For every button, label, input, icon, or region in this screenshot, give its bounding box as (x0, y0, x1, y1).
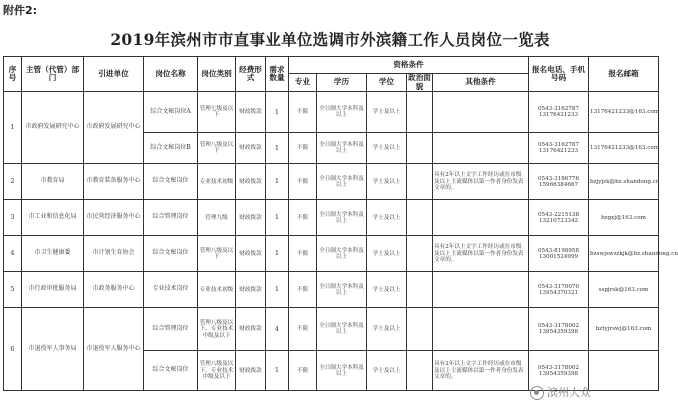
cell-seq: 4 (4, 236, 22, 272)
cell-count: 1 (266, 92, 289, 133)
cell-funding: 财政拨款 (236, 308, 266, 351)
cell-major: 不限 (289, 133, 317, 164)
cell-major: 不限 (289, 351, 317, 391)
cell-unit: 市民营经济服务中心 (84, 200, 144, 236)
cell-other (433, 92, 529, 133)
cell-phone: 0543-3162787 13176421233 (529, 133, 589, 164)
cell-count: 4 (266, 308, 289, 351)
cell-education: 全日制大学本科及以上 (317, 92, 367, 133)
header-political: 政治面貌 (408, 73, 431, 91)
cell-email: 13176421233@163.com (589, 92, 659, 133)
cell-degree: 学士及以上 (367, 236, 407, 272)
page-title: 2019年滨州市市直事业单位选调市外滨籍工作人员岗位一览表 (110, 30, 550, 49)
cell-seq: 5 (4, 272, 22, 308)
annex-label: 附件2: (3, 4, 38, 17)
cell-count: 1 (266, 133, 289, 164)
cell-funding: 财政拨款 (236, 200, 266, 236)
cell-major: 不限 (289, 92, 317, 133)
cell-phone: 0543-8198958 13001524999 (529, 236, 589, 272)
cell-email: bzswjswzzkjk@bz.shandong.cn (589, 236, 659, 272)
cell-major: 不限 (289, 308, 317, 351)
cell-other: 具有2年以上文字工作经历或在市级及以上主流媒体以第一作者身份发表文章的。 (433, 351, 529, 391)
cell-count: 1 (266, 236, 289, 272)
cell-education: 全日制大学本科及以上 (317, 200, 367, 236)
cell-post-name: 综合管理岗位 (144, 308, 198, 351)
table-row (4, 200, 659, 236)
cell-education: 全日制大学本科及以上 (317, 133, 367, 164)
cell-political (407, 272, 433, 308)
cell-unit: 市政务服务中心 (84, 272, 144, 308)
cell-phone: 0543-3162787 13176421233 (529, 92, 589, 133)
cell-major: 不限 (289, 200, 317, 236)
cell-political (407, 133, 433, 164)
header-other: 其他条件 (433, 74, 529, 92)
watermark (530, 384, 591, 400)
cell-email: 13176421233@163.com (589, 133, 659, 164)
cell-funding: 财政拨款 (236, 272, 266, 308)
cell-political (407, 164, 433, 200)
cell-major: 不限 (289, 272, 317, 308)
header-major: 专业 (289, 74, 317, 92)
cell-post-name: 综合文秘岗位A (144, 92, 198, 133)
cell-post-type: 管理八级及以下 (198, 133, 236, 164)
cell-funding: 财政拨款 (236, 92, 266, 133)
header-post-type: 岗位类别 (198, 57, 236, 92)
cell-major: 不限 (289, 236, 317, 272)
cell-degree: 学士及以上 (367, 308, 407, 351)
header-count: 需求数量 (266, 57, 289, 92)
table-row (4, 272, 659, 308)
cell-dept: 市行政审批服务局 (22, 272, 84, 308)
cell-dept: 市工业和信息化局 (22, 200, 84, 236)
cell-degree: 学士及以上 (367, 272, 407, 308)
header-seq: 序号 (4, 57, 22, 92)
cell-political (407, 351, 433, 391)
header-dept: 主管（代管）部门 (22, 57, 84, 92)
watermark-text: 滨州大众 (547, 386, 591, 399)
cell-degree: 学士及以上 (367, 351, 407, 391)
cell-other (433, 200, 529, 236)
table-body (4, 92, 678, 391)
cell-dept: 市卫生健康委 (22, 236, 84, 272)
cell-post-name: 综合文秘岗位 (144, 351, 198, 391)
cell-education: 全日制大学本科及以上 (317, 351, 367, 391)
cell-other: 具有2年以上文字工作经历或在市级及以上主流媒体以第一作者身份发表文章的。 (433, 236, 529, 272)
cell-phone: 0543-3170070 13954370321 (529, 272, 589, 308)
cell-count: 1 (266, 164, 289, 200)
cell-count: 1 (266, 200, 289, 236)
cell-funding: 财政拨款 (236, 236, 266, 272)
cell-post-type: 专业技术初级 (198, 272, 236, 308)
cell-unit: 市政府发展研究中心 (84, 92, 144, 164)
header-phone: 报名电话、手机号码 (529, 57, 589, 92)
cell-post-name: 专业技术岗位 (144, 272, 198, 308)
table-row (4, 164, 659, 200)
cell-post-type: 专业技术初级 (198, 164, 236, 200)
cell-count: 1 (266, 272, 289, 308)
cell-education: 全日制大学本科及以上 (317, 308, 367, 351)
cell-count: 1 (266, 351, 289, 391)
cell-post-type: 管理八级及以下、专业技术中级及以下 (198, 308, 236, 351)
cell-degree: 学士及以上 (367, 164, 407, 200)
cell-seq: 1 (4, 92, 22, 164)
cell-funding: 财政拨款 (236, 133, 266, 164)
cell-other (433, 272, 529, 308)
cell-email: sspjrsk@163.com (589, 272, 659, 308)
cell-other (433, 133, 529, 164)
cell-other (433, 308, 529, 351)
cell-political (407, 308, 433, 351)
cell-major: 不限 (289, 164, 317, 200)
cell-seq: 3 (4, 200, 22, 236)
wechat-icon (530, 386, 544, 400)
cell-other: 具有2年以上文字工作经历或在市级及以上主流媒体以第一作者身份发表文章的。 (433, 164, 529, 200)
table-row (4, 236, 659, 272)
cell-dept: 市政府发展研究中心 (22, 92, 84, 164)
cell-funding: 财政拨款 (236, 351, 266, 391)
cell-education: 全日制大学本科及以上 (317, 272, 367, 308)
cell-post-name: 综合文秘岗位 (144, 164, 198, 200)
cell-post-name: 综合管理岗位 (144, 200, 198, 236)
cell-post-type: 管理八级及以下、专业技术中级及以下 (198, 351, 236, 391)
cell-education: 全日制大学本科及以上 (317, 236, 367, 272)
cell-email: bzgxj@163.com (589, 200, 659, 236)
cell-unit: 市计划生育协会 (84, 236, 144, 272)
cell-post-name: 综合文秘岗位 (144, 236, 198, 272)
cell-phone: 0543-2215138 13210723342 (529, 200, 589, 236)
header-post-name: 岗位名称 (144, 57, 198, 92)
header-funding: 经费形式 (236, 57, 266, 92)
cell-email: bztyjrswj@163.com (589, 308, 659, 351)
cell-degree: 学士及以上 (367, 133, 407, 164)
cell-post-type: 管理九级 (198, 200, 236, 236)
table-row (4, 308, 659, 351)
cell-post-type: 管理七级及以下 (198, 92, 236, 133)
cell-seq: 2 (4, 164, 22, 200)
cell-education: 全日制大学本科及以上 (317, 164, 367, 200)
cell-funding: 财政拨款 (236, 164, 266, 200)
cell-unit: 市教育装备服务中心 (84, 164, 144, 200)
cell-phone: 0543-3178002 13954359398 (529, 351, 589, 391)
header-degree: 学位 (367, 74, 407, 92)
cell-political (407, 236, 433, 272)
header-qualifications: 资格条件 (289, 57, 529, 74)
cell-political (407, 200, 433, 236)
cell-phone: 0543-3186776 15966384667 (529, 164, 589, 200)
cell-political (407, 92, 433, 133)
cell-dept: 市教育局 (22, 164, 84, 200)
positions-table (3, 56, 678, 391)
cell-phone: 0543-3178002 13954359398 (529, 308, 589, 351)
cell-post-type: 管理八级及以下 (198, 236, 236, 272)
cell-seq: 6 (4, 308, 22, 391)
cell-degree: 学士及以上 (367, 92, 407, 133)
cell-email (589, 351, 659, 391)
header-unit: 引进单位 (84, 57, 144, 92)
cell-unit: 市退役军人服务中心 (84, 308, 144, 391)
header-email: 报名邮箱 (589, 57, 659, 92)
cell-degree: 学士及以上 (367, 200, 407, 236)
cell-post-name: 综合文秘岗位B (144, 133, 198, 164)
cell-email: bzjyjzk@bz.shandong.cn (589, 164, 659, 200)
cell-dept: 市退役军人事务局 (22, 308, 84, 391)
header-education: 学历 (317, 74, 367, 92)
table-row (4, 92, 659, 133)
